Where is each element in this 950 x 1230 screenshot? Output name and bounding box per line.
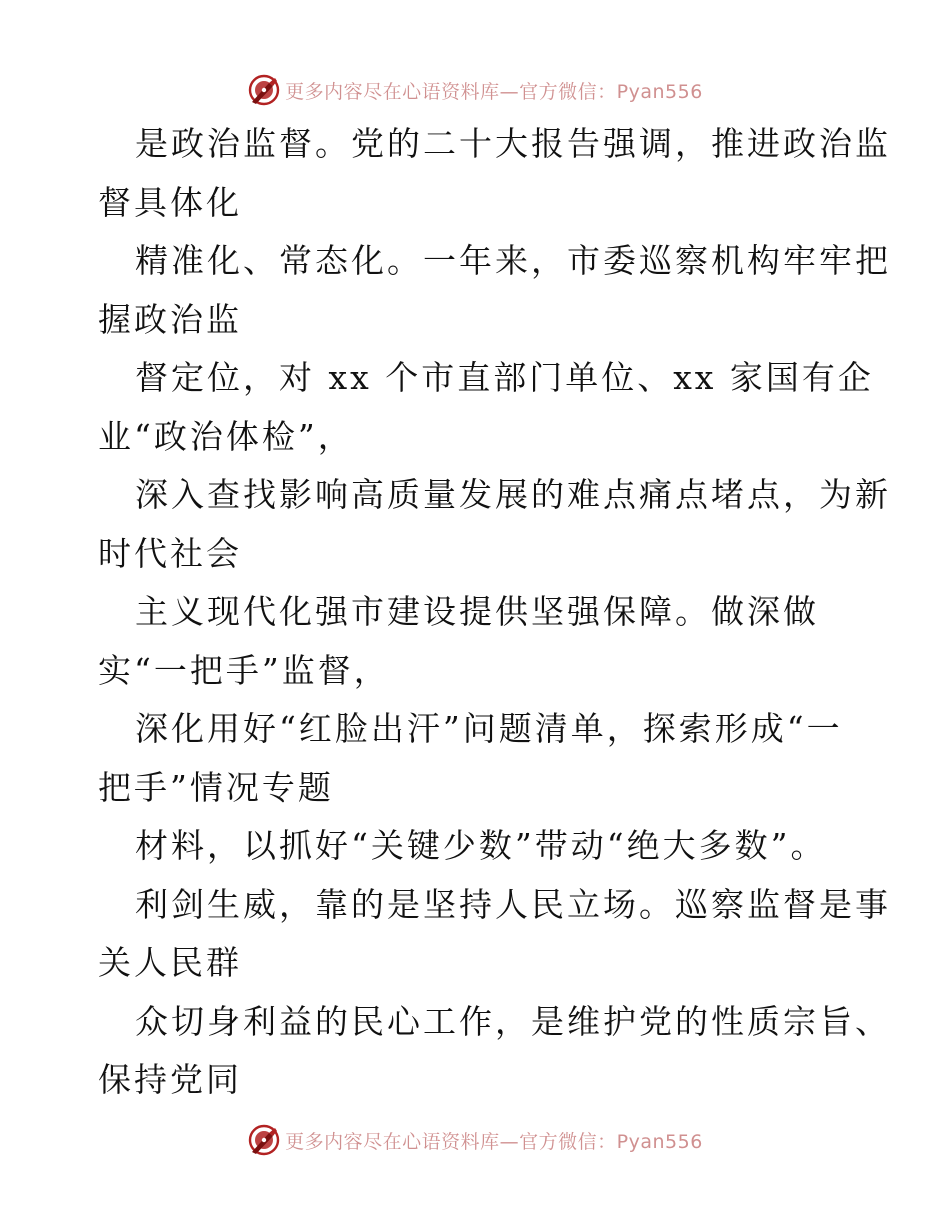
text-line: 材料，以抓好“关键少数”带动“绝大多数”。 bbox=[135, 826, 827, 865]
text-line: 时代社会 bbox=[98, 533, 242, 573]
pen-nib-logo-icon bbox=[247, 73, 281, 107]
footer-banner-text: 更多内容尽在心语资料库—官方微信：Pyan556 bbox=[285, 1130, 703, 1153]
text-line: 深入查找影响高质量发展的难点痛点堵点，为新 bbox=[135, 475, 891, 514]
text-line: 实“一把手”监督， bbox=[98, 650, 390, 690]
document-body bbox=[98, 115, 891, 1110]
text-line: 保持党同 bbox=[98, 1060, 242, 1099]
header-banner bbox=[0, 70, 950, 110]
text-line: 督具体化 bbox=[98, 182, 242, 222]
footer-banner bbox=[0, 1120, 950, 1160]
pen-nib-logo-icon bbox=[247, 1123, 281, 1157]
text-line: 把手”情况专题 bbox=[98, 767, 334, 807]
text-line: 业“政治体检”， bbox=[98, 416, 354, 456]
text-line: 众切身利益的民心工作，是维护党的性质宗旨、 bbox=[135, 1001, 891, 1041]
text-line: 关人民群 bbox=[98, 943, 242, 982]
text-line: 督定位，对 xx 个市直部门单位、xx 家国有企 bbox=[135, 358, 874, 397]
header-banner-text: 更多内容尽在心语资料库—官方微信：Pyan556 bbox=[285, 80, 703, 103]
text-line: 握政治监 bbox=[98, 299, 242, 339]
text-line: 是政治监督。党的二十大报告强调，推进政治监 bbox=[135, 124, 891, 163]
text-line: 利剑生威，靠的是坚持人民立场。巡察监督是事 bbox=[135, 884, 891, 924]
text-line: 精准化、常态化。一年来，市委巡察机构牢牢把 bbox=[135, 241, 891, 280]
text-line: 主义现代化强市建设提供坚强保障。做深做 bbox=[135, 592, 819, 631]
text-line: 深化用好“红脸出汗”问题清单，探索形成“一 bbox=[135, 709, 843, 748]
